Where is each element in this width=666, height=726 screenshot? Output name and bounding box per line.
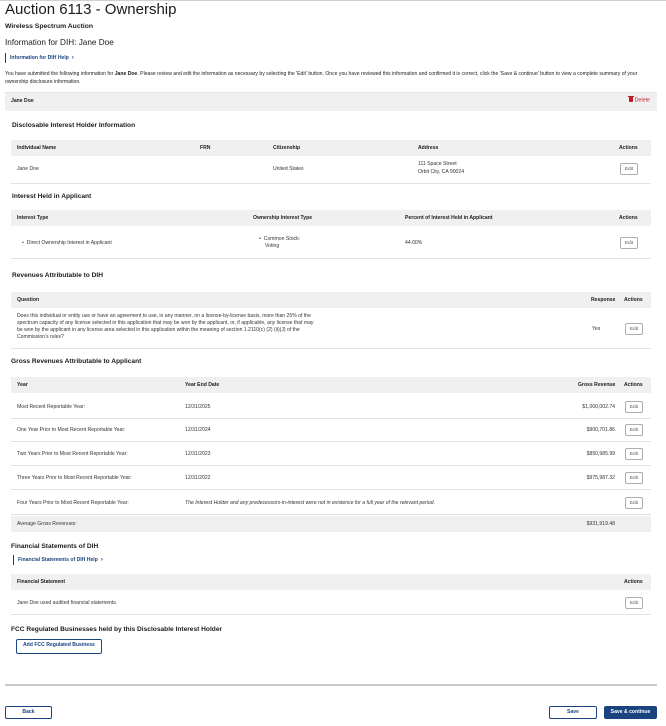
gross-row-date: 12/31/2022 [185,475,211,481]
panel-header [5,92,657,111]
col-actions: Actions [619,215,638,221]
trash-icon [629,97,633,102]
edit-button-gross-year-4[interactable]: Edit [625,497,643,509]
edit-button-revenues-dih[interactable]: Edit [625,323,643,335]
add-fcc-business-button[interactable]: Add FCC Regulated Business [16,639,102,654]
section-title-revenues-dih: Revenues Attributable to DIH [12,272,103,279]
intro-text-part1: You have submitted the following information for [5,71,115,77]
financial-help-link[interactable] [13,555,103,565]
edit-button-dih-info[interactable]: Edit [620,163,638,175]
gross-row-date: 12/31/2025 [185,404,211,410]
edit-button-financial[interactable]: Edit [625,597,643,609]
col-ownership-interest-type: Ownership Interest Type [253,215,313,221]
gross-row-year: Four Years Prior to Most Recent Reportable Year: [17,500,129,506]
average-value: $931,919.48 [586,521,615,527]
col-address: Address [418,145,439,151]
interest-row-percent: 44.00% [405,240,423,246]
gross-row-year: Two Years Prior to Most Recent Reportable Year: [17,451,128,457]
dih-panel [5,92,657,665]
interest-table-header [11,210,651,226]
section-title-financial: Financial Statements of DIH [11,543,99,550]
dih-info-table-header [11,140,651,156]
gross-row-date: 12/31/2024 [185,427,211,433]
section-title-interest-held: Interest Held in Applicant [12,193,92,200]
col-gross-revenue: Gross Revenue [578,382,616,388]
row-divider [11,465,651,466]
gross-row-year: Three Years Prior to Most Recent Reportable Year: [17,475,132,481]
row-divider [11,348,651,349]
page-title: Auction 6113 - Ownership [5,1,177,18]
save-button[interactable]: Save [549,706,597,719]
row-divider [11,183,651,184]
col-financial-statement: Financial Statement [17,579,66,585]
chevron-right-icon: › [100,557,103,563]
intro-text [5,70,657,86]
intro-text-part2: . Please review and edit the information as necessary by selecting the 'Edit' button. Once you have reviewed this information and confirmed it is correct, click the 'Save & continue' button to view a complete summary of your ownership disclosure information. [5,71,638,85]
interest-row-ownership-line1: • Common Stock: [259,236,300,243]
gross-row-date-note: The Interest Holder and any predecessors-in-interest were not in existence for a full year of the relevant period. [185,500,436,506]
save-continue-button[interactable]: Save & continue [604,706,657,719]
col-year-end-date: Year End Date [185,382,220,388]
section-title-gross-revenues: Gross Revenues Attributable to Applicant [11,358,142,365]
back-button[interactable]: Back [5,706,52,719]
col-actions: Actions [619,145,638,151]
edit-button-interest-held[interactable]: Edit [620,237,638,249]
delete-button[interactable] [629,97,650,104]
gross-row-revenue: $975,987.32 [586,475,615,481]
page-divider [5,684,657,686]
section-title-dih-info: Disclosable Interest Holder Information [12,122,136,129]
gross-row-date: 12/31/2023 [185,451,211,457]
col-question: Question [17,297,40,303]
revenues-table-header [11,292,651,308]
chevron-right-icon: › [71,55,74,61]
revenues-row-response: Yes [592,326,601,332]
average-label: Average Gross Revenues: [17,521,77,527]
col-actions: Actions [624,297,643,303]
edit-button-gross-year-3[interactable]: Edit [625,472,643,484]
dih-help-link[interactable] [5,53,74,63]
col-frn: FRN [200,145,211,151]
dih-row-name: Jane Doe [17,166,39,172]
interest-row-type: • Direct Ownership Interest in Applicant [22,240,112,247]
dih-row-address-line2: Orbit City, CA 90024 [418,169,465,175]
row-divider [11,418,651,419]
row-divider [11,614,651,615]
gross-row-revenue: $1,000,002.74 [582,404,615,410]
col-actions: Actions [624,579,643,585]
delete-label: Delete [634,97,650,104]
dih-heading: Information for DIH: Jane Doe [5,38,114,47]
edit-button-gross-year-2[interactable]: Edit [625,448,643,460]
holder-name: Jane Doe [11,98,34,104]
col-interest-type: Interest Type [17,215,49,221]
row-divider [11,441,651,442]
financial-table-header [11,574,651,590]
revenues-row-question: Does this individual or entity use or have an agreement to use, in any manner, on a license-by-license basis, more than 25% of the spectrum capacity of any license selected in this application that may be won by the applicant, or, if applicable, any license that may be won by the applicant in any license area selected in this application within the meaning of section 1.2110(c) (2) (ii)(J) of the Commission's rules? [17,313,314,340]
intro-text-name: Jane Doe [114,71,138,77]
col-response: Response [591,297,616,303]
average-row [11,516,651,532]
col-citizenship: Citizenship [273,145,301,151]
col-individual-name: Individual Name [17,145,57,151]
financial-row-statement: Jane Doe used audited financial statements. [17,600,118,606]
col-percent-interest: Percent of Interest Held in Applicant [405,215,493,221]
gross-row-year: Most Recent Reportable Year: [17,404,85,410]
gross-row-year: One Year Prior to Most Recent Reportable Year: [17,427,126,433]
col-actions: Actions [624,382,643,388]
dih-row-citizenship: United States [273,166,304,172]
col-year: Year [17,382,28,388]
gross-table-header [11,377,651,393]
section-title-fcc: FCC Regulated Businesses held by this Disclosable Interest Holder [11,626,223,633]
dih-help-link-label: Information for DIH Help [10,55,69,61]
dih-row-address-line1: 111 Space Street [418,161,457,167]
edit-button-gross-year-1[interactable]: Edit [625,424,643,436]
auction-name: Wireless Spectrum Auction [5,23,94,30]
edit-button-gross-year-0[interactable]: Edit [625,401,643,413]
financial-help-link-label: Financial Statements of DIH Help [18,557,98,563]
row-divider [11,258,651,259]
row-divider [11,514,651,515]
row-divider [11,489,651,490]
interest-row-ownership-line2: Voting [265,243,280,249]
gross-row-revenue: $900,701.86 [586,427,615,433]
gross-row-revenue: $850,985.99 [586,451,615,457]
